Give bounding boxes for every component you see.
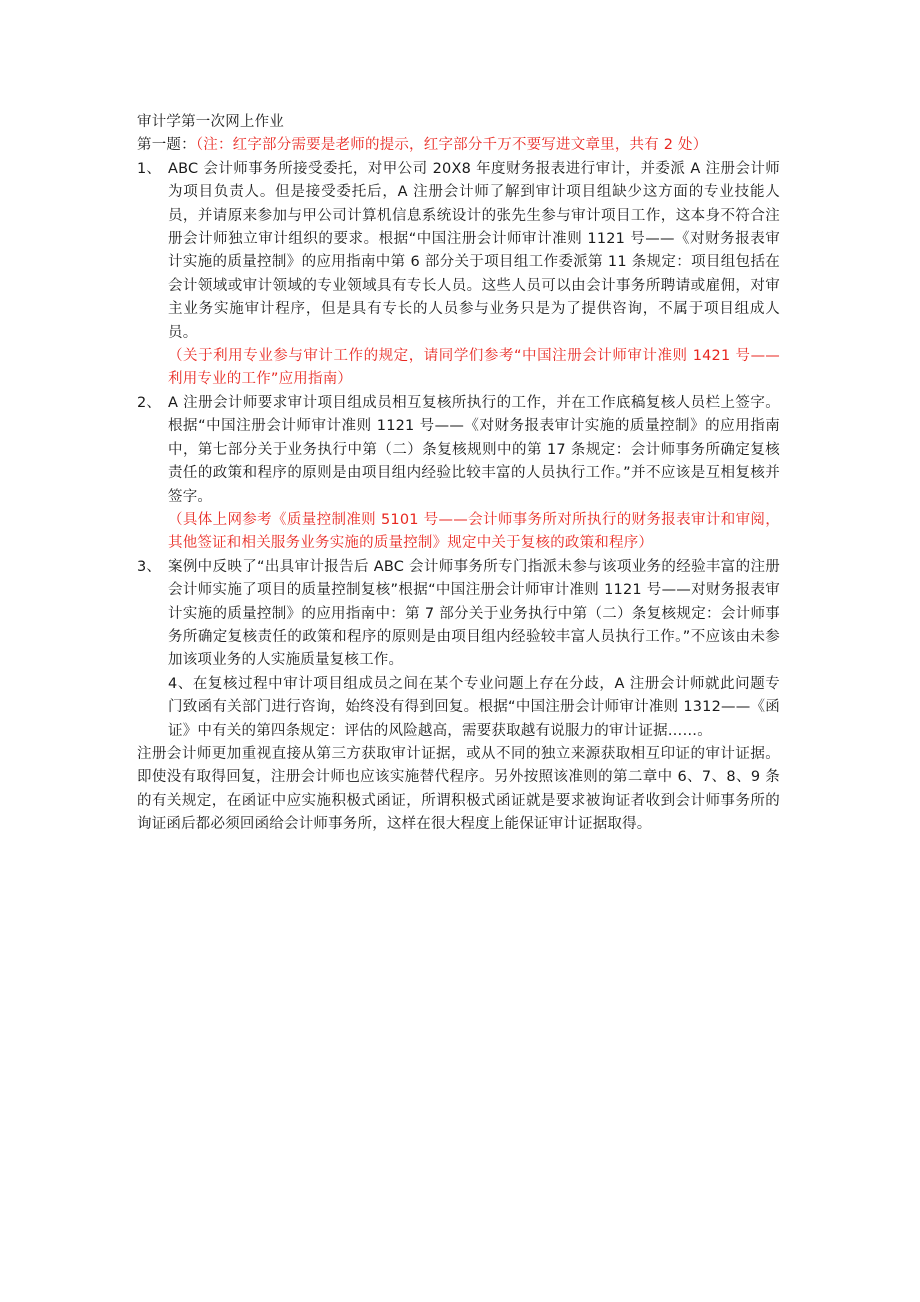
answer-item-4: 4、在复核过程中审计项目组成员之间在某个专业问题上存在分歧，A 注册会计师就此问题专门致函有关部门进行咨询，始终没有得到回复。根据“中国注册会计师审计准则 1312——《函证》中有关的第四条规定：评估的风险越高，需要获取越有说服力的审计证据……。 (168, 675, 780, 739)
teacher-note: （关于利用专业参与审计工作的规定，请同学们参考“中国注册会计师审计准则 1421 号——利用专业的工作”应用指南） (168, 348, 780, 388)
question-label: 第一题： (137, 137, 196, 154)
item-number: 3、 (137, 558, 162, 575)
item-text: A 注册会计师要求审计项目组成员相互复核所执行的工作，并在工作底稿复核人员栏上签字。根据“中国注册会计师审计准则 1121 号——《对财务报表审计实施的质量控制》的应用指南中，第七部分关于业务执行中第（二）条复核规则中的第 17 条规定：会计师事务所确定复核责任的政策和程序的原则是由项目组内经验比较丰富的人员执行工作。”并不应该是互相复核并签字。 (168, 394, 780, 505)
item-number: 2、 (137, 394, 162, 411)
answer-item-2 (137, 392, 780, 556)
item-text: 案例中反映了“出具审计报告后 ABC 会计师事务所专门指派未参与该项业务的经验丰富的注册会计师实施了项目的质量控制复核”根据“中国注册会计师审计准则 1121 号——对财务报表审计实施的质量控制》的应用指南中：第 7 部分关于业务执行中第（二）条复核规定：会计师事务所确定复核责任的政策和程序的原则是由项目组内经验较丰富人员执行工作。”不应该由未参加该项业务的人实施质量复核工作。 (168, 558, 780, 669)
question-heading (137, 134, 780, 157)
item-text: ABC 会计师事务所接受委托，对甲公司 20X8 年度财务报表进行审计，并委派 A 注册会计师为项目负责人。但是接受委托后，A 注册会计师了解到审计项目组缺少这方面的专业技能人员，并请原来参加与甲公司计算机信息系统设计的张先生参与审计项目工作，这本身不符合注册会计师独立审计组织的要求。根据“中国注册会计师审计准则 1121 号——《对财务报表审计实施的质量控制》的应用指南中第 6 部分关于项目组工作委派第 11 条规定：项目组包括在会计领域或审计领域的专业领域具有专长人员。这些人员可以由会计事务所聘请或雇佣，对审主业务实施审计程序，但是具有专长的人员参与业务只是为了提供咨询，不属于项目组成人员。 (168, 160, 780, 341)
teacher-note: （具体上网参考《质量控制准则 5101 号——会计师事务所对所执行的财务报表审计和审阅，其他签证和相关服务业务实施的质量控制》规定中关于复核的政策和程序） (168, 511, 780, 552)
closing-paragraph: 注册会计师更加重视直接从第三方获取审计证据，或从不同的独立来源获取相互印证的审计证据。即使没有取得回复，注册会计师也应该实施替代程序。另外按照该准则的第二章中 6、7、8、9 条的有关规定，在函证中应实施积极式函证，所谓积极式函证就是要求被询证者收到会计师事务所的询证函后都必须回函给会计师事务所，这样在很大程度上能保证审计证据取得。 (137, 745, 780, 833)
answer-item-1 (137, 158, 780, 392)
document-title: 审计学第一次网上作业 (137, 114, 284, 130)
document-body (137, 111, 780, 837)
teacher-note: （注：红字部分需要是老师的提示，红字部分千万不要写进文章里，共有 2 处） (195, 137, 708, 154)
item-number: 1、 (137, 160, 162, 177)
answer-item-3 (137, 556, 780, 673)
